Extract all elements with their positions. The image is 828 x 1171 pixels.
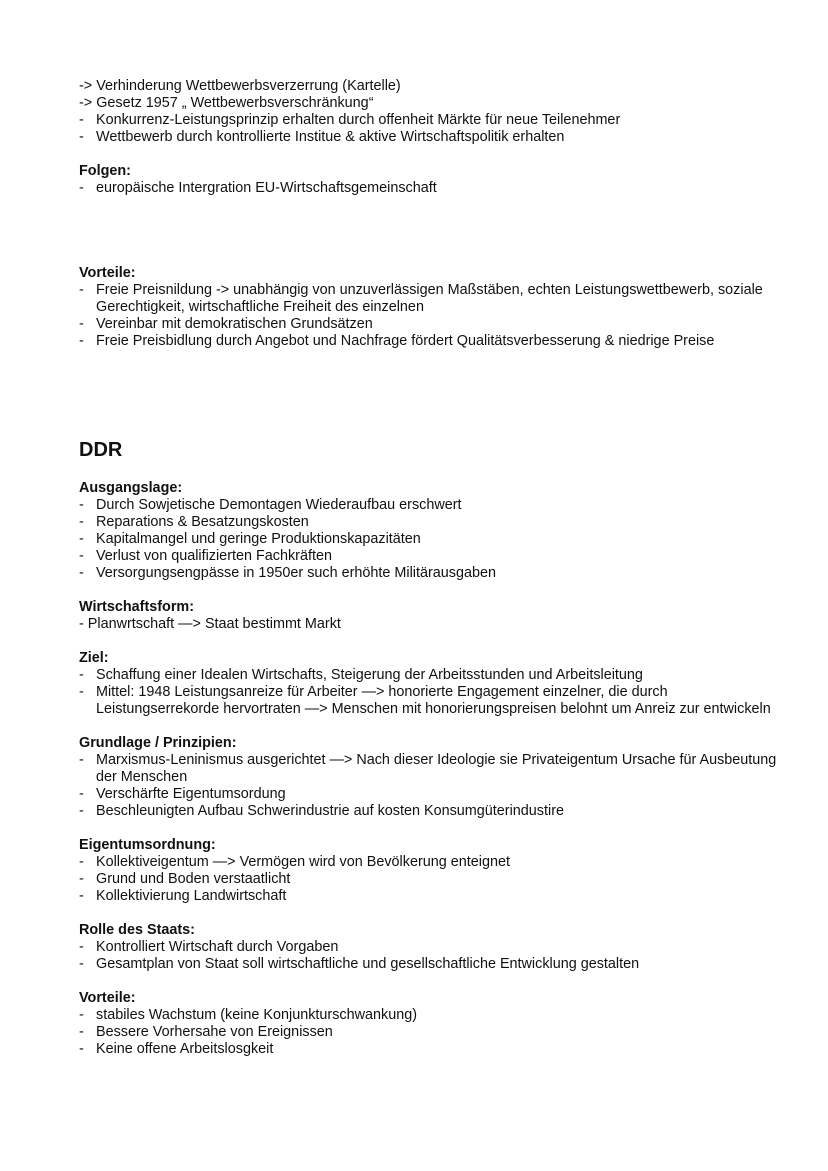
ddr-title: DDR [79,439,123,461]
list-item-text: Keine offene Arbeitslosgkeit [96,1041,274,1057]
section-heading: Ausgangslage: [79,480,183,496]
bullet-dash: - [79,752,84,768]
grundlage-section [79,735,779,820]
list-item-text: Freie Preisbidlung durch Angebot und Nachfrage fördert Qualitätsverbesserung & niedrige Preise [96,333,715,349]
bullet-dash: - [79,939,84,955]
list-item-text: Kollektiveigentum —> Vermögen wird von Bevölkerung enteignet [96,854,510,870]
list-item [79,752,779,786]
list-item-text: Kollektivierung Landwirtschaft [96,888,287,904]
list-item [79,316,779,333]
list-item [79,112,779,129]
ausgangslage-section [79,480,779,582]
section-heading: Grundlage / Prinzipien: [79,735,237,751]
bullet-dash: - [79,667,84,683]
bullet-dash: - [79,129,84,145]
list-item [79,854,779,871]
top-section [79,78,779,146]
list-item-text: Kapitalmangel und geringe Produktionskapazitäten [96,531,421,547]
bullet-dash: - [79,565,84,581]
list-item-text: Reparations & Besatzungskosten [96,514,309,530]
list-item-text: europäische Intergration EU-Wirtschaftsgemeinschaft [96,180,437,196]
list-item-text: Bessere Vorhersahe von Ereignissen [96,1024,333,1040]
list-item [79,888,779,905]
section-heading: Vorteile: [79,990,136,1006]
list-item [79,180,779,197]
rolle-des-staats-section [79,922,779,973]
vorteile-section-1 [79,265,779,350]
arrow-line: -> Gesetz 1957 „ Wettbewerbsverschränkung“ [79,95,374,111]
section-heading: Eigentumsordnung: [79,837,216,853]
list-item-text: Grund und Boden verstaatlicht [96,871,291,887]
eigentumsordnung-section [79,837,779,905]
list-item-text: Freie Preisnildung -> unabhängig von unzuverlässigen Maßstäben, echten Leistungswettbewerb, soziale Gerechtigkeit, wirtschaftliche Freiheit des einzelnen [96,282,763,315]
list-item-text: Konkurrenz-Leistungsprinzip erhalten durch offenheit Märkte für neue Teilenehmer [96,112,621,128]
bullet-dash: - [79,956,84,972]
list-item [79,956,779,973]
bullet-dash: - [79,803,84,819]
list-item [79,565,779,582]
list-item-text: stabiles Wachstum (keine Konjunkturschwankung) [96,1007,418,1023]
list-item [79,548,779,565]
ziel-section [79,650,779,718]
section-heading: Ziel: [79,650,109,666]
list-item [79,1041,779,1058]
bullet-dash: - [79,282,84,298]
list-item-text: Vereinbar mit demokratischen Grundsätzen [96,316,373,332]
bullet-dash: - [79,333,84,349]
vorteile-section-2 [79,990,779,1058]
bullet-dash: - [79,316,84,332]
list-item [79,282,779,316]
list-item [79,497,779,514]
list-item-text: Wettbewerb durch kontrollierte Institue & aktive Wirtschaftspolitik erhalten [96,129,565,145]
list-item-text: Verschärfte Eigentumsordung [96,786,286,802]
document-page [79,78,779,1058]
bullet-dash: - [79,548,84,564]
bullet-dash: - [79,497,84,513]
list-item [79,129,779,146]
bullet-dash: - [79,786,84,802]
list-item [79,514,779,531]
section-heading: Rolle des Staats: [79,922,195,938]
list-item [79,871,779,888]
wirtschaftsform-section [79,599,779,633]
list-item-text: Schaffung einer Idealen Wirtschafts, Steigerung der Arbeitsstunden und Arbeitsleitung [96,667,643,683]
bullet-dash: - [79,531,84,547]
bullet-dash: - [79,854,84,870]
list-item-text: Kontrolliert Wirtschaft durch Vorgaben [96,939,339,955]
folgen-section [79,163,779,197]
list-item-text: Durch Sowjetische Demontagen Wiederaufbau erschwert [96,497,462,513]
list-item [79,939,779,956]
list-item [79,333,779,350]
list-item-text: Mittel: 1948 Leistungsanreize für Arbeiter —> honorierte Engagement einzelner, die durch Leistungserrekorde hervortraten —> Menschen mit honorierungspreisen belohnt um Anreiz zur entwickeln [96,684,771,717]
bullet-dash: - [79,180,84,196]
list-item-text: Verlust von qualifizierten Fachkräften [96,548,332,564]
list-item-text: Beschleunigten Aufbau Schwerindustrie auf kosten Konsumgüterindustire [96,803,564,819]
section-heading: Wirtschaftsform: [79,599,195,615]
list-item-text: Versorgungsengpässe in 1950er such erhöhte Militärausgaben [96,565,497,581]
list-item [79,803,779,820]
bullet-dash: - [79,871,84,887]
list-item [79,1024,779,1041]
list-item [79,684,779,718]
bullet-dash: - [79,888,84,904]
section-heading: Vorteile: [79,265,136,281]
bullet-dash: - [79,684,84,700]
list-item-text: Marxismus-Leninismus ausgerichtet —> Nach dieser Ideologie sie Privateigentum Ursache für Ausbeutung der Menschen [96,752,777,785]
list-item-text: Gesamtplan von Staat soll wirtschaftliche und gesellschaftliche Entwicklung gestalten [96,956,640,972]
bullet-dash: - [79,1041,84,1057]
section-heading: Folgen: [79,163,131,179]
list-item [79,531,779,548]
bullet-dash: - [79,112,84,128]
wirtschaftsform-line: - Planwrtschaft —> Staat bestimmt Markt [79,616,341,632]
bullet-dash: - [79,514,84,530]
bullet-dash: - [79,1007,84,1023]
bullet-dash: - [79,1024,84,1040]
list-item [79,1007,779,1024]
arrow-line: -> Verhinderung Wettbewerbsverzerrung (Kartelle) [79,78,401,94]
list-item [79,667,779,684]
list-item [79,786,779,803]
